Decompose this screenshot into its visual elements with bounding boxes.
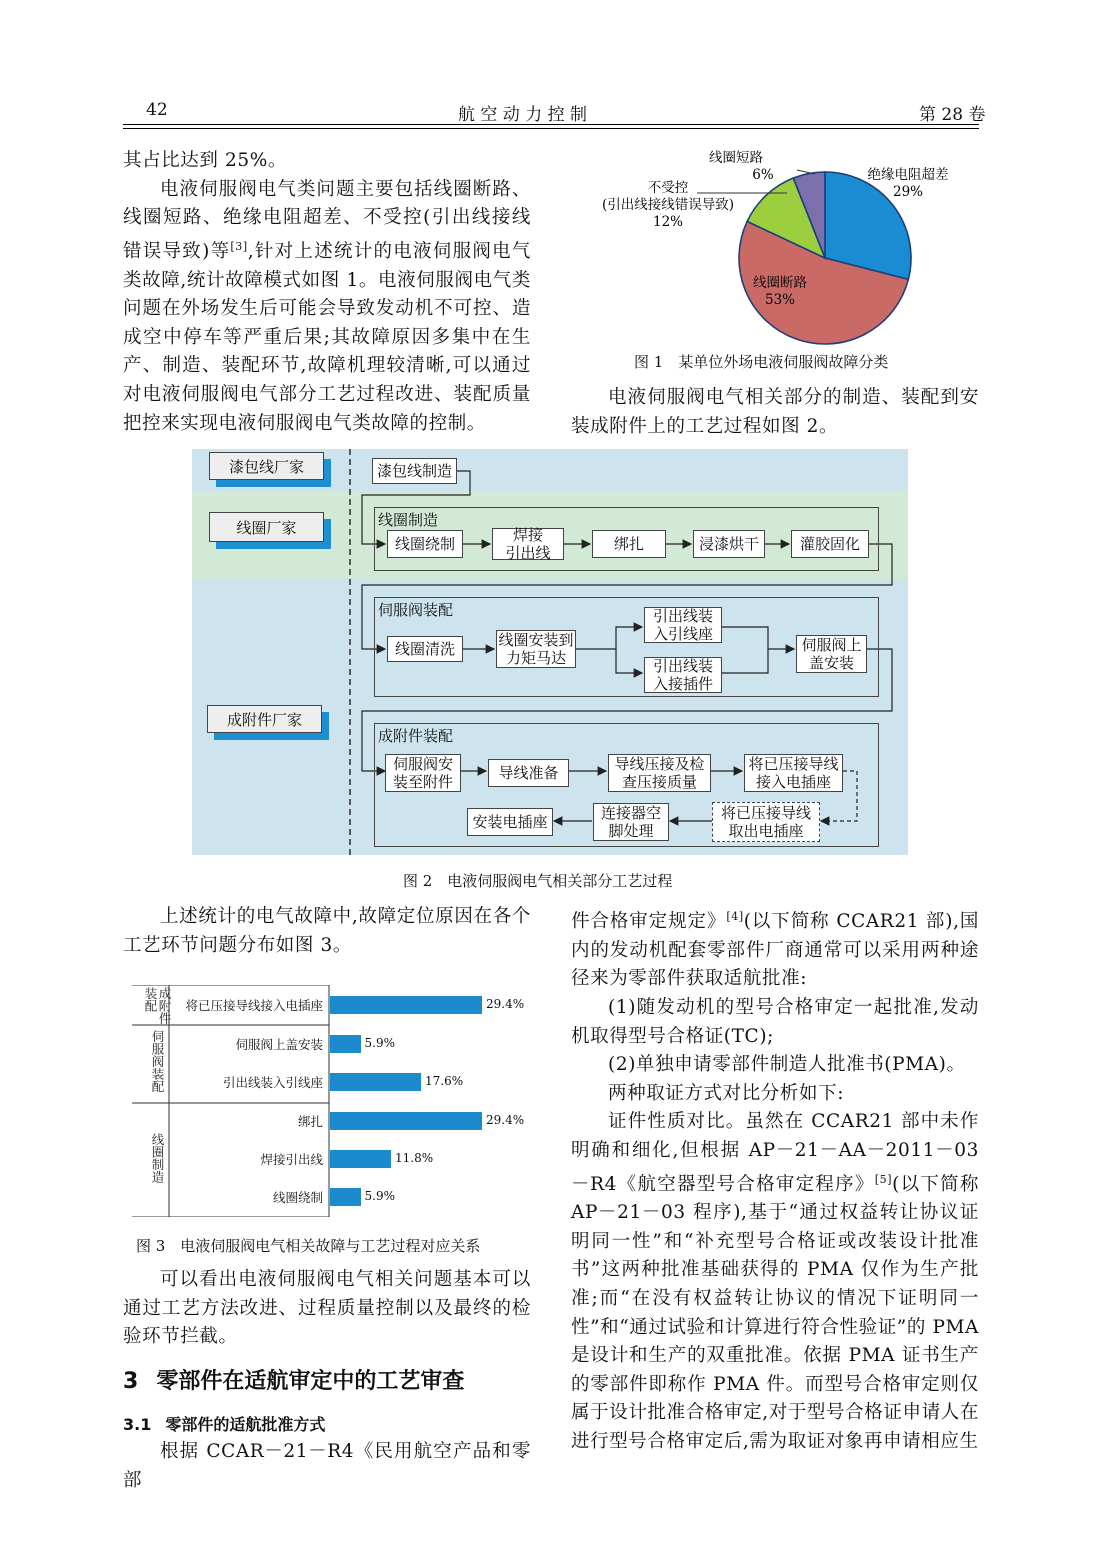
group-coil-title: 线圈制造 xyxy=(378,511,439,529)
figure3-axes xyxy=(132,985,532,1217)
pie-value-open: 53% xyxy=(764,292,796,308)
paragraph: 上述统计的电气故障中,故障定位原因在各个工艺环节问题分布如图 3。 xyxy=(123,906,531,956)
bar-value-label: 5.9% xyxy=(364,1036,395,1050)
pie-value-short: 6% xyxy=(752,167,774,183)
group-servo-title: 伺服阀装配 xyxy=(378,601,454,619)
bar xyxy=(330,1112,482,1130)
pie-label-uncontrolled: 不受控 xyxy=(647,180,689,196)
step-potting-cure: 灌胶固化 xyxy=(791,530,869,558)
paragraph: (2)单独申请零部件制造人批准书(PMA)。 xyxy=(608,1054,966,1076)
volume-label: 第 28 卷 xyxy=(919,105,986,125)
bar-category-label: 焊接引出线 xyxy=(260,1152,323,1167)
bar-value-label: 17.6% xyxy=(424,1074,464,1088)
step-lead-to-connector: 引出线装 入接插件 xyxy=(644,657,722,693)
step-install-socket: 安装电插座 xyxy=(467,808,553,836)
header-rule xyxy=(123,124,979,125)
factory-coil: 线圈厂家 xyxy=(209,512,324,542)
step-varnish-bake: 浸漆烘干 xyxy=(693,530,765,558)
pie-label-insulation: 绝缘电阻超差 xyxy=(867,167,949,183)
left-para4 xyxy=(123,1438,531,1495)
step-cover-install: 伺服阀上 盖安装 xyxy=(796,635,867,673)
bar xyxy=(330,1150,391,1168)
bar-value-label: 5.9% xyxy=(364,1189,395,1203)
section3-heading: 3 零部件在适航审定中的工艺审查 xyxy=(123,1369,465,1394)
step-install-coil: 线圈安装到 力矩马达 xyxy=(496,630,576,668)
group-label-accessory: 成附件装配 xyxy=(143,987,172,1025)
bar xyxy=(330,996,482,1014)
paragraph: 可以看出电液伺服阀电气相关问题基本可以通过工艺方法改进、过程质量控制以及最终的检验环节拦截。 xyxy=(123,1269,531,1348)
bar-category-label: 将已压接导线接入电插座 xyxy=(185,998,323,1013)
paragraph: 电液伺服阀电气相关部分的制造、装配到安装成附件上的工艺过程如图 2。 xyxy=(571,387,979,437)
paragraph: 件合格审定规定》[4](以下简称 CCAR21 部),国内的发动机配套零部件厂商通常可以采用两种途径来为零部件获取适航批准: xyxy=(571,910,979,990)
paragraph: 其占比达到 25%。 xyxy=(123,150,288,171)
step-binding: 绑扎 xyxy=(592,530,666,558)
step-servo-to-accessory: 伺服阀安 装至附件 xyxy=(385,754,461,792)
figure1-pie-chart xyxy=(590,145,970,345)
step-empty-pin: 连接器空 脚处理 xyxy=(593,803,669,841)
figure2-process-diagram xyxy=(192,449,908,855)
step-enamel-manufacture: 漆包线制造 xyxy=(372,458,457,484)
step-coil-winding: 线圈绕制 xyxy=(387,530,463,558)
bar-value-label: 11.8% xyxy=(395,1151,434,1165)
left-para2 xyxy=(123,903,531,960)
journal-title: 航 空 动 力 控 制 xyxy=(458,105,588,125)
step-coil-clean: 线圈清洗 xyxy=(387,636,463,662)
group-accessory-title: 成附件装配 xyxy=(378,727,454,745)
bar xyxy=(330,1073,421,1091)
header-rule-thin xyxy=(123,128,979,129)
paragraph: 两种取证方式对比分析如下: xyxy=(608,1082,845,1104)
figure3-bar-chart xyxy=(132,985,532,1217)
step-lead-to-seat: 引出线装 入引线座 xyxy=(644,607,722,643)
paragraph: 电液伺服阀电气类问题主要包括线圈断路、线圈短路、绝缘电阻超差、不受控(引出线接线错误导致)等[3],针对上述统计的电液伺服阀电气类故障,统计故障模式如图 1。电液伺服阀电气类问题在外场发生后可能会导致发动机不可控、造成空中停车等严重后果;其故障原因多集中在生产、制造、装配环节,故障机理较清晰,可以通过对电液伺服阀电气部分工艺过程改进、装配质量把控来实现电液伺服阀电气类故障的控制。 xyxy=(123,178,531,434)
pie-label-uncontrolled-2: (引出线接线错误导致) xyxy=(601,197,735,213)
paragraph: 根据 CCAR－21－R4《民用航空产品和零部 xyxy=(123,1441,531,1491)
bar-value-label: 29.4% xyxy=(485,1113,525,1127)
step-weld-lead: 焊接 引出线 xyxy=(492,528,564,560)
pie-label-open: 线圈断路 xyxy=(753,275,807,291)
paragraph: (1)随发动机的型号合格审定一起批准,发动机取得型号合格证(TC); xyxy=(571,996,979,1047)
bar-category-label: 线圈绕制 xyxy=(272,1190,323,1205)
step-insert-connector: 将已压接导线 接入电插座 xyxy=(744,754,843,792)
left-text-top xyxy=(123,147,531,438)
factory-accessory: 成附件厂家 xyxy=(207,705,322,733)
bar xyxy=(330,1188,361,1206)
pie-value-insulation: 29% xyxy=(892,184,924,200)
right-text-bottom xyxy=(571,903,979,1457)
page-number: 42 xyxy=(146,100,168,120)
factory-enamel: 漆包线厂家 xyxy=(209,452,324,480)
right-intro xyxy=(571,384,979,441)
pie-label-short: 线圈短路 xyxy=(709,150,763,166)
figure2-caption: 图 2 电液伺服阀电气相关部分工艺过程 xyxy=(403,872,673,890)
group-label-coil: 线圈制造 xyxy=(150,1133,165,1183)
bar-value-label: 29.4% xyxy=(485,997,525,1011)
group-label-servo: 伺服阀装配 xyxy=(150,1030,165,1093)
figure3-caption: 图 3 电液伺服阀电气相关故障与工艺过程对应关系 xyxy=(136,1237,481,1255)
step-crimp-check: 导线压接及检 查压接质量 xyxy=(608,754,711,792)
bar-category-label: 伺服阀上盖安装 xyxy=(235,1037,323,1052)
left-para3 xyxy=(123,1266,531,1352)
step-wire-prep: 导线准备 xyxy=(488,759,569,787)
step-remove-connector: 将已压接导线 取出电插座 xyxy=(712,802,820,842)
bar-category-label: 引出线装入引线座 xyxy=(222,1075,323,1090)
pie-value-uncontrolled: 12% xyxy=(652,214,684,230)
paragraph: 证件性质对比。虽然在 CCAR21 部中未作明确和细化,但根据 AP－21－AA－2011－03－R4《航空器型号合格审定程序》[5](以下简称 AP－21－03 程序),基于“通过权益转让协议证明同一性”和“补充型号合格证或改装设计批准书”这两种批准基础获得的 PMA 仅作为生产批准;而“在没有权益转让协议的情况下证明同一性”和“通过试验和计算进行符合性验证”的 PMA 是设计和生产的双重批准。依据 PMA 证书生产的零部件即称作 PMA 件。而型号合格审定则仅属于设计批准合格审定,对于型号合格证申请人在进行型号合格审定后,需为取证对象再申请相应生 xyxy=(571,1111,979,1452)
bar-category-label: 绑扎 xyxy=(297,1114,323,1129)
section31-heading: 3.1 零部件的适航批准方式 xyxy=(123,1415,326,1434)
bar xyxy=(330,1035,361,1053)
figure1-caption: 图 1 某单位外场电液伺服阀故障分类 xyxy=(634,353,889,371)
